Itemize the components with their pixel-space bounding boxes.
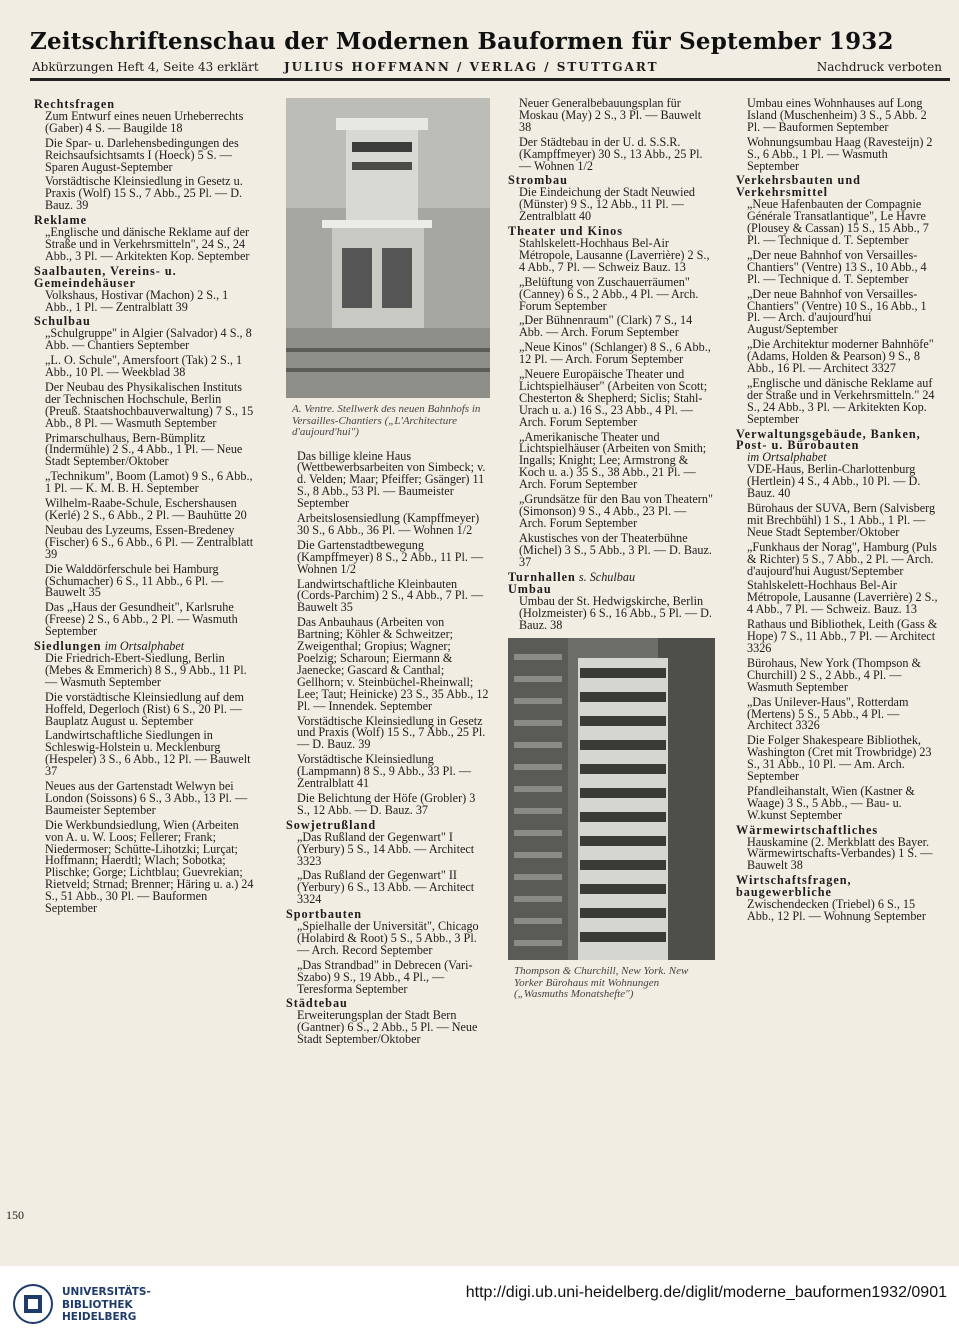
bibliography-entry: „Neuere Europäische Theater und Lichtspielhäuser" (Arbeiten von Scott; Chesterton & Shepherd; Siclis; Stahl-Urach u. a.) 16 S., 23 Abb., 4 Pl. — Arch. Forum September [519,367,708,429]
bibliography-entry: „Technikum", Boom (Lamot) 9 S., 6 Abb., 1 Pl. — K. M. B. H. September [45,469,253,496]
section-heading: Verwaltungsgebäude, Banken, Post- u. Bürobauten [736,426,921,453]
bibliography-entry: „Der neue Bahnhof von Versailles-Chantiers" (Ventre) 13 S., 10 Abb., 4 Pl. — Technique d. T. September [747,247,927,286]
bibliography-entry: Die Werkbundsiedlung, Wien (Arbeiten von A. u. W. Loos; Fellerer; Frank; Niedermoser; Schütte-Lihotzki; Lurçat; Hoffmann; Haerdtl; Wlach; Sobotka; Plischke; Gorge; Lichtblau; Guevrekian; Rietveld; Strnad; Brenner; Häring u. a.) 24 S., 51 Abb., 30 Pl. — Bauformen September [45,817,254,916]
copyright-notice: Nachdruck verboten [816,60,942,74]
bibliography-entry: Die vorstädtische Kleinsiedlung auf dem Hoffeld, Degerloch (Rist) 6 S., 20 Pl. — Bauplatz August u. September [45,689,245,728]
column-1 [34,98,254,1228]
section-heading: Städtebau [286,996,348,1011]
bibliography-entry: Akustisches von der Theaterbühne (Michel) 3 S., 5 Abb., 3 Pl. — D. Bauz. 37 [519,530,712,569]
bibliography-entry: „Spielhalle der Universität", Chicago (Holabird & Root) 5 S., 5 Abb., 3 Pl. — Arch. Record September [297,919,479,957]
section-heading: Siedlungen im Ortsalphabet [34,639,185,654]
bibliography-entry: „Das Unilever-Haus", Rotterdam (Mertens) 5 S., 5 Abb., 4 Pl. — Architect 3326 [747,694,909,733]
bibliography-entry: Neuer Generalbebauungsplan für Moskau (May) 2 S., 3 Pl. — Bauwelt 38 [519,98,702,134]
bibliography-entry: Umbau eines Wohnhauses auf Long Island (Muschenheim) 3 S., 5 Abb. 2 Pl. — Bauformen September [747,98,927,134]
bibliography-entry: VDE-Haus, Berlin-Charlottenburg (Hertlein) 4 S., 4 Abb., 10 Pl. — D. Bauz. 40 [747,462,921,501]
abbreviation-note: Abkürzungen Heft 4, Seite 43 erklärt [32,60,259,74]
bibliography-entry: Die Folger Shakespeare Bibliothek, Washington (Cret mit Trowbridge) 23 S., 31 Abb., 10 Pl. — Am. Arch. September [747,733,932,784]
bibliography-entry: Neues aus der Gartenstadt Welwyn bei London (Soissons) 6 S., 3 Abb., 13 Pl. — Baumeister September [45,779,248,817]
section-heading: Saalbauten, Vereins- u. Gemeindehäuser [34,263,177,290]
bibliography-entry: Primarschulhaus, Bern-Bümplitz (Indermühle) 2 S., 4 Abb., 1 Pl. — Neue Stadt September/Oktober [45,430,243,469]
bibliography-entry: Das „Haus der Gesundheit", Karlsruhe (Freese) 2 S., 6 Abb., 2 Pl. — Wasmuth September [45,600,238,639]
bibliography-entry: Landwirtschaftliche Kleinbauten (Cords-Parchim) 2 S., 4 Abb., 7 Pl. — Bauwelt 35 [297,576,484,615]
bibliography-entry: Landwirtschaftliche Siedlungen in Schleswig-Holstein u. Mecklenburg (Hespeler) 3 S., 6 Abb., 12 Pl. — Bauwelt 37 [45,728,251,779]
section-heading: Umbau [508,582,552,597]
bibliography-entry: Die Belichtung der Höfe (Grobler) 3 S., 12 Abb. — D. Bauz. 37 [297,790,476,817]
bibliography-entry: Das billige kleine Haus (Wettbewerbsarbeiten von Simbeck; v. d. Velden; Maar; Pfeiffer; Gsänger) 11 S., 8 Abb., 53 Pl. — Baumeister September [297,448,486,511]
bibliography-entry: Vorstädtische Kleinsiedlung in Gesetz und Praxis (Wolf) 15 S., 7 Abb., 25 Pl. — D. Bauz. 39 [297,713,486,752]
section-heading: Theater und Kinos [508,224,623,239]
bibliography-entry: „Neue Kinos" (Schlanger) 8 S., 6 Abb., 12 Pl. — Arch. Forum September [519,340,711,367]
section-heading: Wärmewirtschaftliches [736,822,879,837]
section-heading: Verkehrsbauten und Verkehrsmittel [736,173,861,200]
section-heading: Wirtschaftsfragen, baugewerbliche [736,873,852,900]
bibliography-entry: Stahlskelett-Hochhaus Bel-Air Métropole, Lausanne (Laverrière) 2 S., 4 Abb., 7 Pl. — Schweiz Bauz. 13 [519,235,710,274]
bibliography-entry: Wilhelm-Raabe-Schule, Eschershausen (Kerlé) 2 S., 6 Abb., 2 Pl. — Bauhütte 20 [45,496,247,522]
bibliography-entry: Stahlskelett-Hochhaus Bel-Air Métropole, Lausanne (Laverrière) 2 S., 4 Abb., 7 Pl. — Schweiz. Bauz. 13 [747,578,938,617]
bibliography-entry: „L. O. Schule", Amersfoort (Tak) 2 S., 1 Abb., 10 Pl. — Weekblad 38 [45,353,243,380]
bibliography-entry: „Belüftung von Zuschauerräumen" (Canney) 6 S., 2 Abb., 4 Pl. — Arch. Forum September [519,274,699,313]
header-rule [30,78,950,81]
bibliography-entry: „Englische und dänische Reklame auf der Straße und in Verkehrsmitteln", 24 S., 24 Abb., 3 Pl. — Arkitekten Kop. September [45,225,250,263]
column-4 [736,98,942,1228]
section-heading: Rechtsfragen [34,98,116,111]
bibliography-entry: „Der Bühnenraum" (Clark) 7 S., 14 Abb. — Arch. Forum September [519,313,693,340]
bibliography-entry: Hauskamine (2. Merkblatt des Bayer. Wärmewirtschafts-Verbandes) 1 S. — Bauwelt 38 [747,834,933,873]
section-heading: Strombau [508,173,568,188]
bibliography-entry: Bürohaus der SUVA, Bern (Salvisberg mit Brechbühl) 1 S., 1 Abb., 1 Pl. — Neue Stadt September/Oktober [747,501,936,539]
bibliography-entry: „Das Rußland der Gegenwart" II (Yerbury) 6 S., 13 Abb. — Architect 3324 [297,868,475,907]
section-heading: Sowjetrußland [286,817,377,832]
page-title: Zeitschriftenschau der Modernen Bauformen für September 1932 [30,28,894,55]
bibliography-entry: Zum Entwurf eines neuen Urheberrechts (Gaber) 4 S. — Baugilde 18 [45,108,244,135]
library-name: UNIVERSITÄTS- BIBLIOTHEK HEIDELBERG [62,1286,151,1323]
architecture-photo [286,98,490,398]
bibliography-entry: Die Spar- u. Darlehensbedingungen des Reichsaufsichtsamts I (Hoeck) 5 S. — Sparen August-September [45,135,239,174]
bibliography-entry: „Neue Hafenbauten der Compagnie Générale Transatlantique", Le Havre (Plousey & Cassan) 15 S., 15 Abb., 7 Pl. — Technique d. T. September [747,197,929,247]
photo-caption: Thompson & Churchill, New York. New Yorker Bürohaus mit Wohnungen („Wasmuths Monatshefte") [514,965,689,1001]
bibliography-entry: Das Anbauhaus (Arbeiten von Bartning; Köhler & Schweitzer; Zweigenthal; Gropius; Wagner; Poelzig; Scharoun; Eiermann & Jaenecke; Gascard & Canthal; Gellhorn; v. Steinbüchel-Rheinwall; Lee; Taut; Heinicke) 23 S., 35 Abb., 12 Pl. — Innendek. September [297,615,489,713]
bibliography-entry: Die Eindeichung der Stadt Neuwied (Münster) 9 S., 12 Abb., 11 Pl. — Zentralblatt 40 [519,185,695,224]
page-number: 150 [6,1208,24,1222]
column-3 [508,98,715,1228]
bibliography-entry: „Funkhaus der Norag", Hamburg (Puls & Richter) 5 S., 7 Abb., 2 Pl. — Arch. d'aujourd'hui August/September [747,539,937,578]
source-url-link[interactable]: http://digi.ub.uni-heidelberg.de/diglit/moderne_bauformen1932/0901 [465,1284,947,1301]
section-subnote: im Ortsalphabet [747,450,827,465]
bibliography-entry: Die Gartenstadtbewegung (Kampffmeyer) 8 S., 2 Abb., 11 Pl. — Wohnen 1/2 [297,537,484,576]
bibliography-entry: Arbeitslosensiedlung (Kampffmeyer) 30 S., 6 Abb., 36 Pl. — Wohnen 1/2 [297,511,480,537]
bibliography-entry: Erweiterungsplan der Stadt Bern (Gantner) 6 S., 2 Abb., 5 Pl. — Neue Stadt September/Oktober [297,1008,478,1047]
bibliography-entry: Zwischendecken (Triebel) 6 S., 15 Abb., 12 Pl. — Wohnung September [747,897,926,923]
photo-caption: A. Ventre. Stellwerk des neuen Bahnhofs in Versailles-Chantiers („L'Architecture d'aujourd'hui") [292,403,481,438]
bibliography-entry: Pfandleihanstalt, Wien (Kastner & Waage) 3 S., 5 Abb., — Bau- u. W.kunst September [747,783,915,822]
viewer-footer [0,1266,959,1338]
section-heading: Sportbauten [286,907,363,922]
bibliography-entry: Volkshaus, Hostivar (Machon) 2 S., 1 Abb., 1 Pl. — Zentralblatt 39 [45,287,229,314]
bibliography-entry: Rathaus und Bibliothek, Leith (Gass & Hope) 7 S., 11 Abb., 7 Pl. — Architect 3326 [747,617,938,655]
section-heading: Turnhallen s. Schulbau [508,569,636,584]
bibliography-entry: Die Friedrich-Ebert-Siedlung, Berlin (Mebes & Emmerich) 8 S., 9 Abb., 11 Pl. — Wasmuth September [45,650,247,689]
bibliography-entry: „Amerikanische Theater und Lichtspielhäuser (Arbeiten von Smith; Ingalls; Knight; Lee; Armstrong & Koch u. a.) 35 S., 38 Abb., 21 Pl. — Arch. Forum September [519,429,707,492]
bibliography-entry: Der Neubau des Physikalischen Instituts der Technischen Hochschule, Berlin (Preuß. Staatshochbauverwaltung) 7 S., 15 Abb., 8 Pl. — Wasmuth September [45,379,254,430]
bibliography-entry: Wohnungsumbau Haag (Ravesteijn) 2 S., 6 Abb., 1 Pl. — Wasmuth September [747,134,933,173]
bibliography-entry: Der Städtebau in der U. d. S.S.R. (Kampffmeyer) 30 S., 13 Abb., 25 Pl. — Wohnen 1/2 [519,134,703,173]
bibliography-entry: Vorstädtische Kleinsiedlung in Gesetz u. Praxis (Wolf) 15 S., 7 Abb., 25 Pl. — D. Bauz. 39 [45,174,243,213]
bibliography-entry: Bürohaus, New York (Thompson & Churchill) 2 S., 2 Abb., 4 Pl. — Wasmuth September [747,655,922,694]
bibliography-entry: „Schulgruppe" in Algier (Salvador) 4 S., 8 Abb. — Chantiers September [45,326,252,353]
section-heading: Reklame [34,213,88,228]
bibliography-entry: Die Walddörferschule bei Hamburg (Schumacher) 6 S., 11 Abb., 6 Pl. — Bauwelt 35 [45,561,224,600]
bibliography-entry: Umbau der St. Hedwigskirche, Berlin (Holzmeister) 6 S., 16 Abb., 5 Pl. — D. Bauz. 38 [519,594,712,633]
section-heading: Schulbau [34,314,91,329]
bibliography-entry: „Englische und dänische Reklame auf der Straße und in Verkehrsmitteln." 24 S., 24 Abb., 3 Pl. — Arkitekten Kop. September [747,375,935,426]
bibliography-entry: Vorstädtische Kleinsiedlung (Lampmann) 8 S., 9 Abb., 33 Pl. — Zentralblatt 41 [297,752,472,791]
bibliography-entry: „Grundsätze für den Bau von Theatern" (Simonson) 9 S., 4 Abb., 23 Pl. — Arch. Forum September [519,492,713,530]
bibliography-entry: Neubau des Lyzeums, Essen-Bredeney (Fischer) 6 S., 6 Abb., 6 Pl. — Zentralblatt 39 [45,522,254,561]
bibliography-entry: „Der neue Bahnhof von Versailles-Chantiers" (Ventre) 10 S., 16 Abb., 1 Pl. — Arch. d'aujourd'hui August/September [747,286,927,337]
university-seal-icon [12,1283,54,1325]
column-2 [286,98,490,1228]
architecture-photo [508,638,715,960]
publisher-line: JULIUS HOFFMANN / VERLAG / STUTTGART [284,60,659,74]
bibliography-entry: „Das Strandbad" in Debrecen (Vari-Szabo) 9 S., 19 Abb., 4 Pl., — Teresforma September [297,957,473,996]
bibliography-entry: „Das Rußland der Gegenwart" I (Yerbury) 5 S., 14 Abb. — Architect 3323 [297,829,475,868]
bibliography-entry: „Die Architektur moderner Bahnhöfe" (Adams, Holden & Pearson) 9 S., 8 Abb., 16 Pl. — Architect 3327 [747,337,934,376]
